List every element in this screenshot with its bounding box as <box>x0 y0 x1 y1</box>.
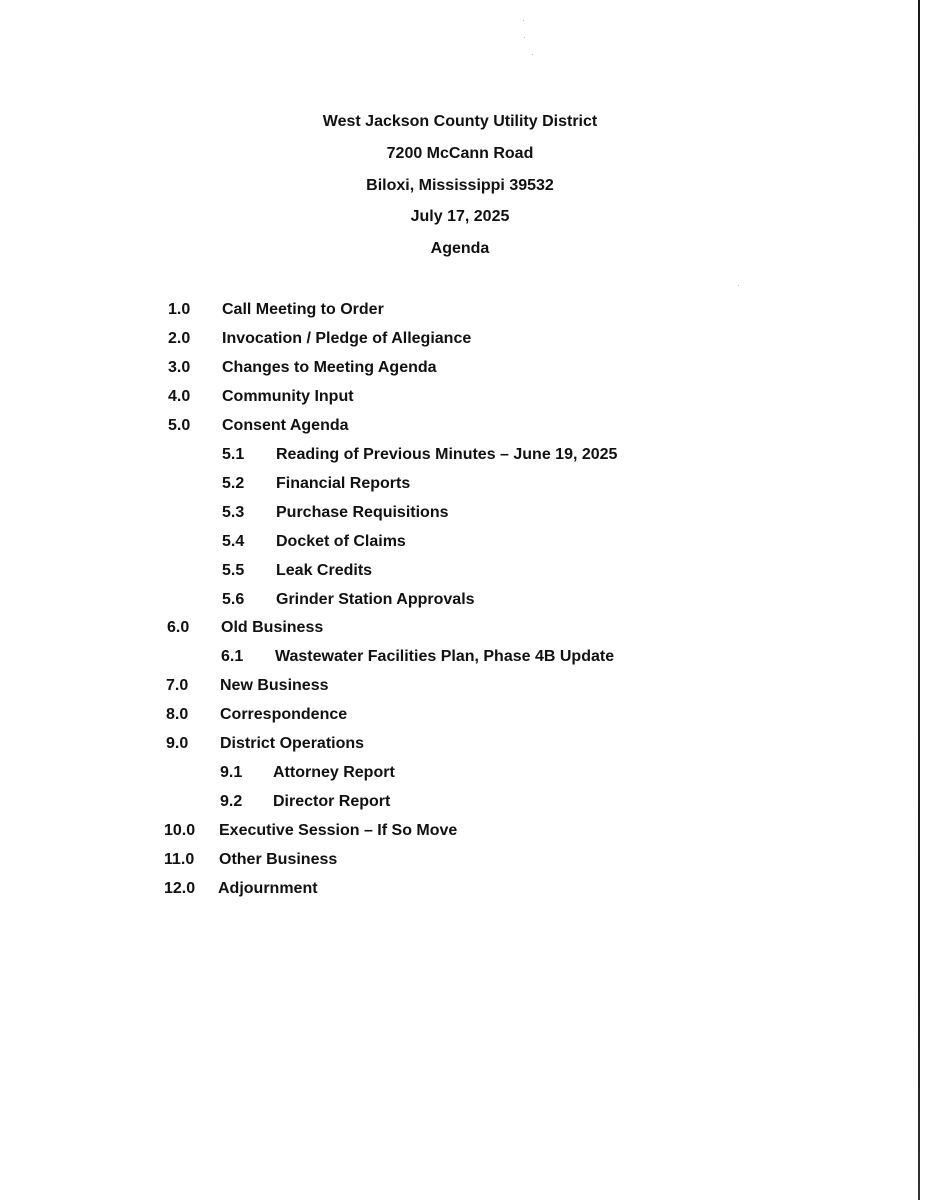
organization-name: West Jackson County Utility District <box>322 113 598 130</box>
item-text: Wastewater Facilities Plan, Phase 4B Update <box>275 648 615 665</box>
item-text: Correspondence <box>220 706 348 723</box>
item-text: New Business <box>220 677 329 694</box>
item-number: 3.0 <box>168 359 191 376</box>
item-number: 5.3 <box>222 504 245 521</box>
item-number: 8.0 <box>166 706 189 723</box>
item-text: District Operations <box>220 735 365 752</box>
item-text: Changes to Meeting Agenda <box>222 359 437 376</box>
item-text: Invocation / Pledge of Allegiance <box>222 330 472 347</box>
scan-speck <box>523 20 524 21</box>
item-text: Other Business <box>219 851 338 868</box>
item-number: 1.0 <box>168 301 191 318</box>
item-number: 6.1 <box>221 648 244 665</box>
item-number: 4.0 <box>168 388 191 405</box>
item-number: 5.1 <box>222 446 245 463</box>
scan-speck <box>532 54 533 55</box>
item-text: Grinder Station Approvals <box>276 591 475 608</box>
item-text: Adjournment <box>218 880 318 897</box>
item-text: Reading of Previous Minutes – June 19, 2025 <box>276 446 618 463</box>
item-number: 7.0 <box>166 677 189 694</box>
item-number: 2.0 <box>168 330 191 347</box>
item-number: 6.0 <box>167 619 190 636</box>
item-text: Purchase Requisitions <box>276 504 449 521</box>
item-number: 9.0 <box>166 735 189 752</box>
meeting-date: July 17, 2025 <box>410 208 510 225</box>
item-text: Attorney Report <box>273 764 395 781</box>
item-number: 5.0 <box>168 417 191 434</box>
item-text: Director Report <box>273 793 391 810</box>
city-state-zip: Biloxi, Mississippi 39532 <box>366 177 554 194</box>
item-text: Consent Agenda <box>222 417 349 434</box>
item-number: 5.4 <box>222 533 245 550</box>
item-number: 5.6 <box>222 591 245 608</box>
street-address: 7200 McCann Road <box>386 145 534 162</box>
item-number: 10.0 <box>164 822 196 839</box>
item-text: Old Business <box>221 619 324 636</box>
item-text: Call Meeting to Order <box>222 301 384 318</box>
item-text: Financial Reports <box>276 475 411 492</box>
item-number: 5.5 <box>222 562 245 579</box>
item-number: 12.0 <box>164 880 196 897</box>
item-text: Community Input <box>222 388 354 405</box>
scan-speck <box>524 37 525 38</box>
scan-speck <box>738 285 739 286</box>
item-number: 11.0 <box>164 851 195 868</box>
item-number: 9.1 <box>220 764 243 781</box>
item-text: Executive Session – If So Move <box>219 822 458 839</box>
item-text: Docket of Claims <box>276 533 406 550</box>
item-number: 5.2 <box>222 475 245 492</box>
item-text: Leak Credits <box>276 562 373 579</box>
item-number: 9.2 <box>220 793 243 810</box>
document-title: Agenda <box>430 240 490 257</box>
